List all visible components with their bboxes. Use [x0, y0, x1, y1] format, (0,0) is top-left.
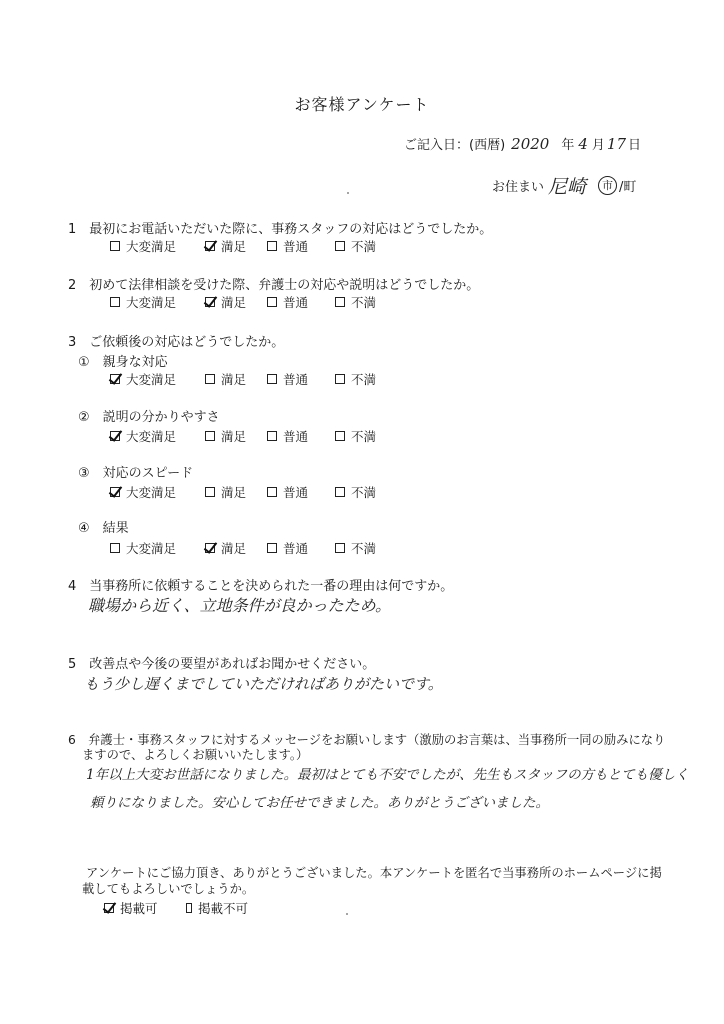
publish-option-label: 掲載不可 — [197, 901, 248, 916]
q3-sub3-option-label: 不満 — [351, 485, 377, 500]
q3-sub3-option[interactable] — [110, 483, 205, 501]
q5-text: 5 改善点や今後の要望があればお聞かせください。 — [68, 657, 376, 672]
q3-sub2-option-label: 普通 — [283, 429, 309, 444]
q2-option[interactable] — [205, 293, 267, 311]
publish-option[interactable] — [104, 899, 186, 917]
q3-sub4-checkbox[interactable] — [110, 543, 120, 553]
q3-sub2-option[interactable] — [335, 427, 395, 445]
q3-sub2-option-label: 大変満足 — [126, 429, 177, 444]
q3-sub2-checkbox[interactable] — [110, 431, 120, 441]
q3-sub2-option[interactable] — [205, 427, 267, 445]
q3-sub2-option[interactable] — [110, 427, 205, 445]
q3-sub2-checkbox[interactable] — [205, 431, 215, 441]
page-title: お客様アンケート — [294, 95, 430, 114]
q3-sub1-option-label: 満足 — [221, 372, 247, 387]
publish-checkbox[interactable] — [186, 903, 192, 913]
q6-answer-line1: 1年以上大変お世話になりました。最初はとても不安でしたが、先生もスタッフの方もとても優しく — [86, 767, 689, 783]
q2-option-label: 大変満足 — [126, 295, 177, 310]
q3-sub2-checkbox[interactable] — [267, 431, 277, 441]
q1-option-label: 満足 — [221, 239, 247, 254]
q3-sub1-option-label: 普通 — [283, 372, 309, 387]
q2-option-label: 満足 — [221, 295, 247, 310]
q3-sub2-option-label: 不満 — [351, 429, 377, 444]
q3-sub4-option[interactable] — [335, 539, 395, 557]
q1-option-label: 不満 — [351, 239, 377, 254]
q1-checkbox[interactable] — [267, 241, 277, 251]
date-year-unit: 年 — [561, 138, 575, 153]
q3-sub1-option[interactable] — [205, 370, 267, 388]
q3-sub4-checkbox[interactable] — [267, 543, 277, 553]
q3-sub2-checkbox[interactable] — [335, 431, 345, 441]
q3-text: 3 ご依頼後の対応はどうでしたか。 — [68, 335, 285, 350]
q4-answer: 職場から近く、立地条件が良かったため。 — [88, 596, 392, 615]
publish-option[interactable] — [186, 899, 248, 917]
q3-sub1-checkbox[interactable] — [110, 374, 120, 384]
q3-sub4-option-label: 満足 — [221, 541, 247, 556]
q3-sub2-title: ② 説明の分かりやすさ — [78, 410, 220, 425]
q3-sub3-option-label: 大変満足 — [126, 485, 177, 500]
q3-sub3-option-label: 普通 — [283, 485, 309, 500]
address-label: お住まい — [492, 180, 545, 195]
closing-line1: アンケートにご協力頂き、ありがとうございました。本アンケートを匿名で当事務所のホームページに掲 — [86, 866, 662, 880]
q3-sub2-option-label: 満足 — [221, 429, 247, 444]
q3-sub1-option-label: 不満 — [351, 372, 377, 387]
q1-option-label: 大変満足 — [126, 239, 177, 254]
q1-checkbox[interactable] — [335, 241, 345, 251]
q3-sub4-option[interactable] — [267, 539, 335, 557]
date-day-unit: 日 — [628, 138, 642, 153]
q6-answer-line2: 頼りになりました。安心してお任せできました。ありがとうございました。 — [90, 795, 549, 811]
q1-option[interactable] — [110, 237, 205, 255]
q1-checkbox[interactable] — [205, 241, 215, 251]
q3-sub1-option[interactable] — [335, 370, 395, 388]
q2-options — [110, 293, 395, 311]
q3-sub4-option-label: 大変満足 — [126, 541, 177, 556]
q2-option-label: 普通 — [283, 295, 309, 310]
publish-option-label: 掲載可 — [120, 901, 158, 916]
q3-sub3-option-label: 満足 — [221, 485, 247, 500]
q3-sub4-title: ④ 結果 — [78, 521, 129, 536]
q3-sub4-checkbox[interactable] — [335, 543, 345, 553]
q2-option[interactable] — [267, 293, 335, 311]
q3-sub1-option-label: 大変満足 — [126, 372, 177, 387]
q2-checkbox[interactable] — [335, 297, 345, 307]
q3-sub4-option-label: 不満 — [351, 541, 377, 556]
q3-sub4-options — [110, 539, 395, 557]
q1-option-label: 普通 — [283, 239, 309, 254]
q3-sub3-options — [110, 483, 395, 501]
q3-sub4-option-label: 普通 — [283, 541, 309, 556]
q3-sub4-option[interactable] — [110, 539, 205, 557]
closing-line2: 載してもよろしいでしょうか。 — [82, 882, 255, 896]
q2-option[interactable] — [335, 293, 395, 311]
q3-sub1-option[interactable] — [267, 370, 335, 388]
q2-option-label: 不満 — [351, 295, 377, 310]
q6-text-line1: 6 弁護士・事務スタッフに対するメッセージをお願いします（激励のお言葉は、当事務所一同の励みになり — [68, 733, 666, 747]
q3-sub1-option[interactable] — [110, 370, 205, 388]
q2-checkbox[interactable] — [205, 297, 215, 307]
date-line — [404, 134, 641, 153]
q3-sub3-option[interactable] — [267, 483, 335, 501]
address-line — [492, 172, 636, 199]
q5-answer: もう少し遅くまでしていただければありがたいです。 — [84, 675, 443, 693]
q1-options — [110, 237, 395, 255]
q3-sub3-option[interactable] — [205, 483, 267, 501]
date-day: 17 — [606, 135, 627, 153]
q2-checkbox[interactable] — [267, 297, 277, 307]
scan-speck — [346, 913, 348, 915]
q6-text-line2: ますので、よろしくお願いいたします。） — [82, 748, 309, 762]
q1-option[interactable] — [205, 237, 267, 255]
q2-option[interactable] — [110, 293, 205, 311]
address-city: 尼崎 — [548, 176, 587, 198]
q1-text: 1 最初にお電話いただいた際に、事務スタッフの対応はどうでしたか。 — [68, 222, 493, 237]
q2-text: 2 初めて法律相談を受けた際、弁護士の対応や説明はどうでしたか。 — [68, 278, 480, 293]
q3-sub3-checkbox[interactable] — [205, 487, 215, 497]
q3-sub4-option[interactable] — [205, 539, 267, 557]
address-circled-city-mark: 市 — [598, 176, 617, 195]
q3-sub2-option[interactable] — [267, 427, 335, 445]
date-year: 2020 — [511, 135, 550, 153]
q3-sub3-title: ③ 対応のスピード — [78, 466, 194, 481]
q3-sub1-checkbox[interactable] — [205, 374, 215, 384]
q3-sub3-checkbox[interactable] — [110, 487, 120, 497]
q3-sub4-checkbox[interactable] — [205, 543, 215, 553]
q1-option[interactable] — [335, 237, 395, 255]
q1-option[interactable] — [267, 237, 335, 255]
q3-sub1-title: ① 親身な対応 — [78, 355, 168, 370]
date-month-unit: 月 — [591, 138, 605, 153]
q1-checkbox[interactable] — [110, 241, 120, 251]
date-label: ご記入日：(西暦) — [404, 138, 506, 153]
q3-sub3-checkbox[interactable] — [267, 487, 277, 497]
date-month: 4 — [578, 135, 588, 153]
address-suffix: /町 — [619, 180, 637, 195]
q3-sub3-checkbox[interactable] — [335, 487, 345, 497]
q3-sub3-option[interactable] — [335, 483, 395, 501]
scan-speck — [347, 192, 349, 194]
q3-sub1-options — [110, 370, 395, 388]
publish-options — [104, 899, 248, 917]
publish-checkbox[interactable] — [104, 903, 114, 913]
q2-checkbox[interactable] — [110, 297, 120, 307]
q3-sub1-checkbox[interactable] — [335, 374, 345, 384]
q3-sub2-options — [110, 427, 395, 445]
q4-text: 4 当事務所に依頼することを決められた一番の理由は何ですか。 — [68, 579, 454, 594]
q3-sub1-checkbox[interactable] — [267, 374, 277, 384]
